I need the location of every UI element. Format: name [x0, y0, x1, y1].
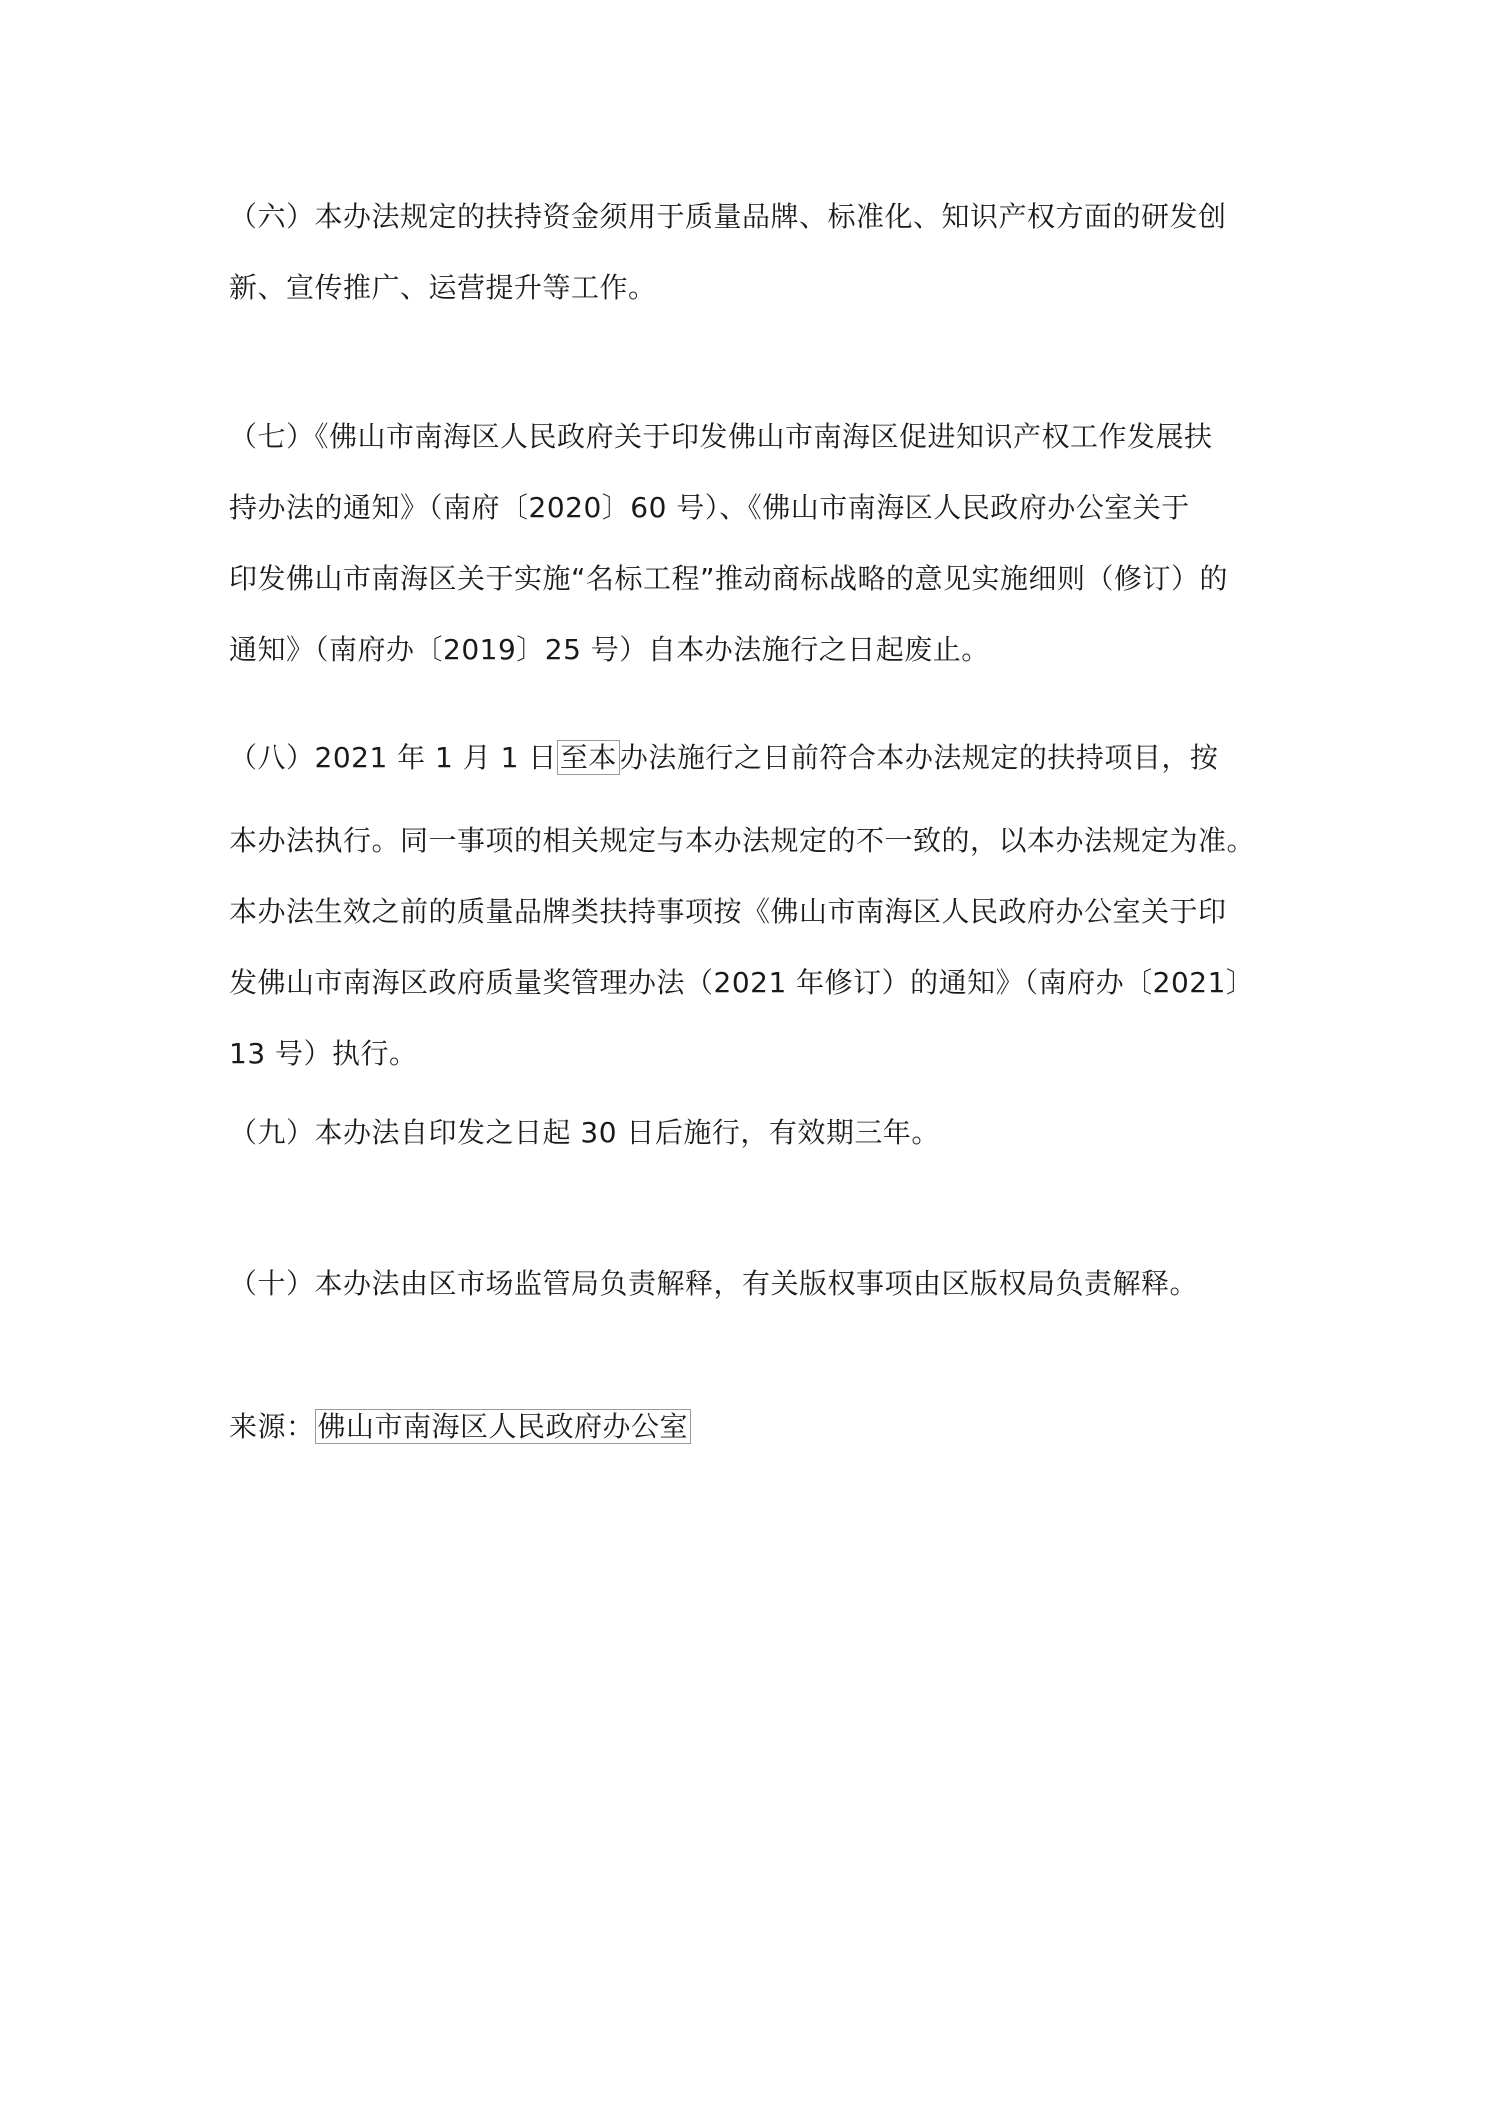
paragraph-8-line-4: 发佛山市南海区政府质量奖管理办法（2021 年修订）的通知》（南府办〔2021〕 — [229, 966, 1255, 999]
source-value: 佛山市南海区人民政府办公室 — [315, 1409, 692, 1444]
paragraph-8 — [229, 722, 1281, 1089]
paragraph-7-line-2: 持办法的通知》（南府〔2020〕60 号）、《佛山市南海区人民政府办公室关于 — [229, 491, 1190, 524]
paragraph-7-line-3: 印发佛山市南海区关于实施“名标工程”推动商标战略的意见实施细则（修订）的 — [229, 562, 1229, 595]
paragraph-9-line-1: （九）本办法自印发之日起 30 日后施行，有效期三年。 — [229, 1116, 940, 1149]
paragraph-8-line-3: 本办法生效之前的质量品牌类扶持事项按《佛山市南海区人民政府办公室关于印 — [229, 895, 1227, 928]
paragraph-7 — [229, 401, 1281, 685]
paragraph-10-line-1: （十）本办法由区市场监管局负责解释，有关版权事项由区版权局负责解释。 — [229, 1267, 1199, 1300]
paragraph-8-line-1-suffix: 办法施行之日前符合本办法规定的扶持项目，按 — [619, 741, 1219, 774]
paragraph-9 — [229, 1114, 1281, 1151]
paragraph-6-line-2: 新、宣传推广、运营提升等工作。 — [229, 271, 657, 304]
highlighted-text: 至本 — [557, 740, 620, 775]
source-line — [229, 1408, 1281, 1445]
source-label: 来源： — [229, 1410, 315, 1443]
paragraph-6 — [229, 198, 1281, 306]
paragraph-10 — [229, 1265, 1281, 1302]
paragraph-7-line-4: 通知》（南府办〔2019〕25 号）自本办法施行之日起废止。 — [229, 633, 990, 666]
paragraph-8-line-1-prefix: （八）2021 年 1 月 1 日 — [229, 741, 557, 774]
paragraph-8-line-5: 13 号）执行。 — [229, 1037, 418, 1070]
paragraph-6-line-1: （六）本办法规定的扶持资金须用于质量品牌、标准化、知识产权方面的研发创 — [229, 200, 1227, 233]
source-line-content — [229, 1408, 1281, 1445]
paragraph-8-line-1 — [229, 722, 1281, 793]
paragraph-8-line-2: 本办法执行。同一事项的相关规定与本办法规定的不一致的，以本办法规定为准。 — [229, 824, 1256, 857]
paragraph-7-line-1: （七）《佛山市南海区人民政府关于印发佛山市南海区促进知识产权工作发展扶 — [229, 420, 1213, 453]
